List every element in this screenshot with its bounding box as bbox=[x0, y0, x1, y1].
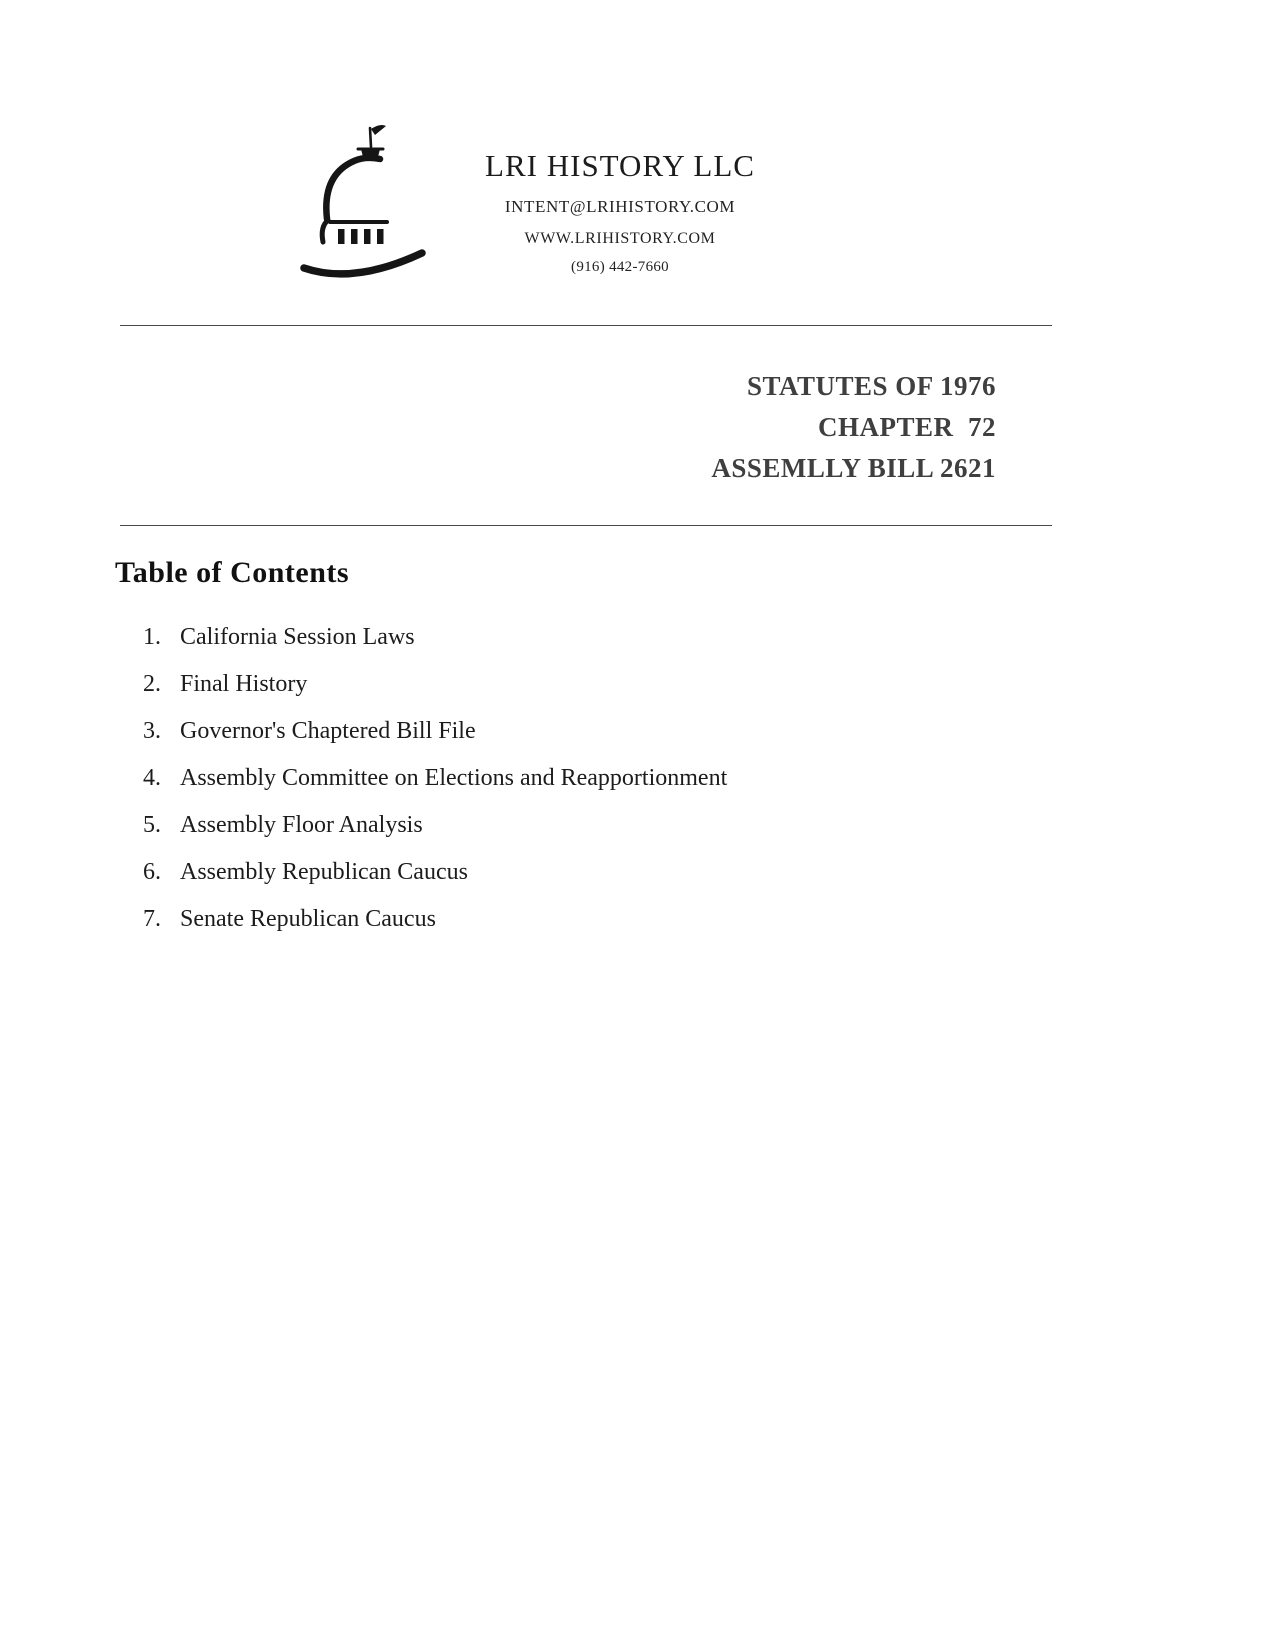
toc-item-label: Assembly Floor Analysis bbox=[180, 812, 423, 838]
letterhead-text bbox=[470, 122, 770, 276]
toc-item-label: Governor's Chaptered Bill File bbox=[180, 718, 476, 744]
company-email: INTENT@LRIHISTORY.COM bbox=[504, 197, 736, 216]
company-phone: (916) 442-7660 bbox=[571, 259, 669, 275]
company-name: LRI HISTORY LLC bbox=[485, 148, 755, 183]
toc-item-number: 2. bbox=[143, 671, 161, 697]
toc-item bbox=[143, 718, 727, 744]
statute-title-block bbox=[120, 366, 1052, 489]
toc-item-number: 6. bbox=[143, 859, 161, 885]
toc-item-number: 1. bbox=[143, 624, 161, 650]
toc-item bbox=[143, 624, 727, 650]
capitol-dome-logo-icon bbox=[292, 122, 442, 287]
letterhead bbox=[292, 122, 770, 287]
company-website: WWW.LRIHISTORY.COM bbox=[524, 230, 716, 247]
assembly-bill-line: ASSEMLLY BILL 2621 bbox=[711, 453, 996, 483]
toc-item-number: 5. bbox=[143, 812, 161, 838]
toc-item-number: 4. bbox=[143, 765, 161, 791]
toc-item-label: Assembly Committee on Elections and Reapportionment bbox=[180, 765, 728, 791]
toc-list bbox=[143, 624, 727, 953]
divider-top bbox=[120, 325, 1052, 326]
toc-heading: Table of Contents bbox=[115, 556, 350, 589]
divider-bottom bbox=[120, 525, 1052, 526]
toc-item-label: Assembly Republican Caucus bbox=[180, 859, 468, 885]
toc-item bbox=[143, 906, 727, 932]
toc-item-label: Senate Republican Caucus bbox=[180, 906, 436, 932]
toc-item bbox=[143, 671, 727, 697]
toc-item-label: Final History bbox=[180, 671, 308, 697]
statutes-year-line: STATUTES OF 1976 bbox=[746, 371, 996, 401]
toc-item-number: 7. bbox=[143, 906, 161, 932]
toc-item bbox=[143, 812, 727, 838]
toc-item-number: 3. bbox=[143, 718, 161, 744]
toc-item bbox=[143, 859, 727, 885]
toc-item-label: California Session Laws bbox=[180, 624, 415, 650]
toc-item bbox=[143, 765, 727, 791]
chapter-line: CHAPTER 72 bbox=[817, 412, 996, 442]
